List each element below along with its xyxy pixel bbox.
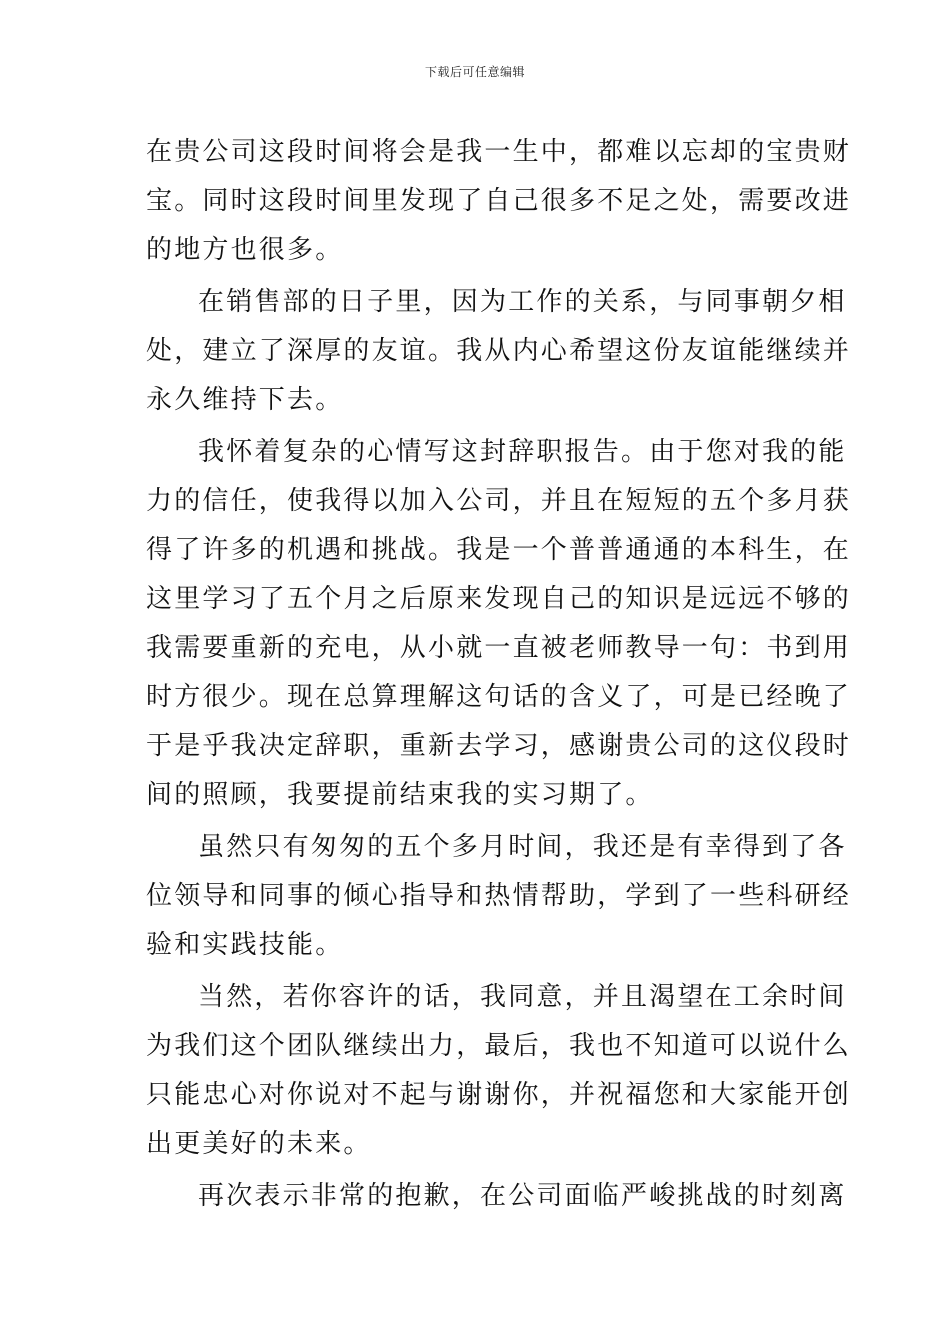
text-line: 处，建立了深厚的友谊。我从内心希望这份友谊能继续并 [146, 336, 852, 366]
text-line: 于是乎我决定辞职，重新去学习，感谢贵公司的这仪段时 [146, 731, 852, 761]
text-line: 虽然只有匆匆的五个多月时间，我还是有幸得到了各 [198, 832, 847, 862]
text-line: 在贵公司这段时间将会是我一生中，都难以忘却的宝贵财 [146, 137, 852, 167]
text-line: 永久维持下去。 [146, 385, 344, 415]
text-line: 出更美好的未来。 [146, 1129, 372, 1159]
text-line: 验和实践技能。 [146, 930, 344, 960]
text-line: 当然，若你容许的话，我同意，并且渴望在工余时间 [198, 982, 847, 1012]
text-line: 间的照顾，我要提前结束我的实习期了。 [146, 780, 654, 810]
text-line: 得了许多的机遇和挑战。我是一个普普通通的本科生，在 [146, 535, 852, 565]
text-line: 我怀着复杂的心情写这封辞职报告。由于您对我的能 [198, 437, 847, 467]
text-line: 的地方也很多。 [146, 235, 344, 265]
text-line: 位领导和同事的倾心指导和热情帮助，学到了一些科研经 [146, 881, 852, 911]
text-line: 再次表示非常的抱歉，在公司面临严峻挑战的时刻离 [198, 1181, 847, 1211]
text-line: 力的信任，使我得以加入公司，并且在短短的五个多月获 [146, 486, 852, 516]
text-line: 只能忠心对你说对不起与谢谢你，并祝福您和大家能开创 [146, 1080, 852, 1110]
text-line: 这里学习了五个月之后原来发现自己的知识是远远不够的 [146, 584, 852, 614]
text-line: 在销售部的日子里，因为工作的关系，与同事朝夕相 [198, 287, 847, 317]
text-line: 时方很少。现在总算理解这句话的含义了，可是已经晚了 [146, 682, 852, 712]
text-line: 我需要重新的充电，从小就一直被老师教导一句：书到用 [146, 633, 852, 663]
text-line: 为我们这个团队继续出力，最后，我也不知道可以说什么 [146, 1031, 852, 1061]
page-header: 下载后可任意编辑 [424, 65, 525, 79]
text-line: 宝。同时这段时间里发现了自己很多不足之处，需要改进 [146, 186, 852, 216]
